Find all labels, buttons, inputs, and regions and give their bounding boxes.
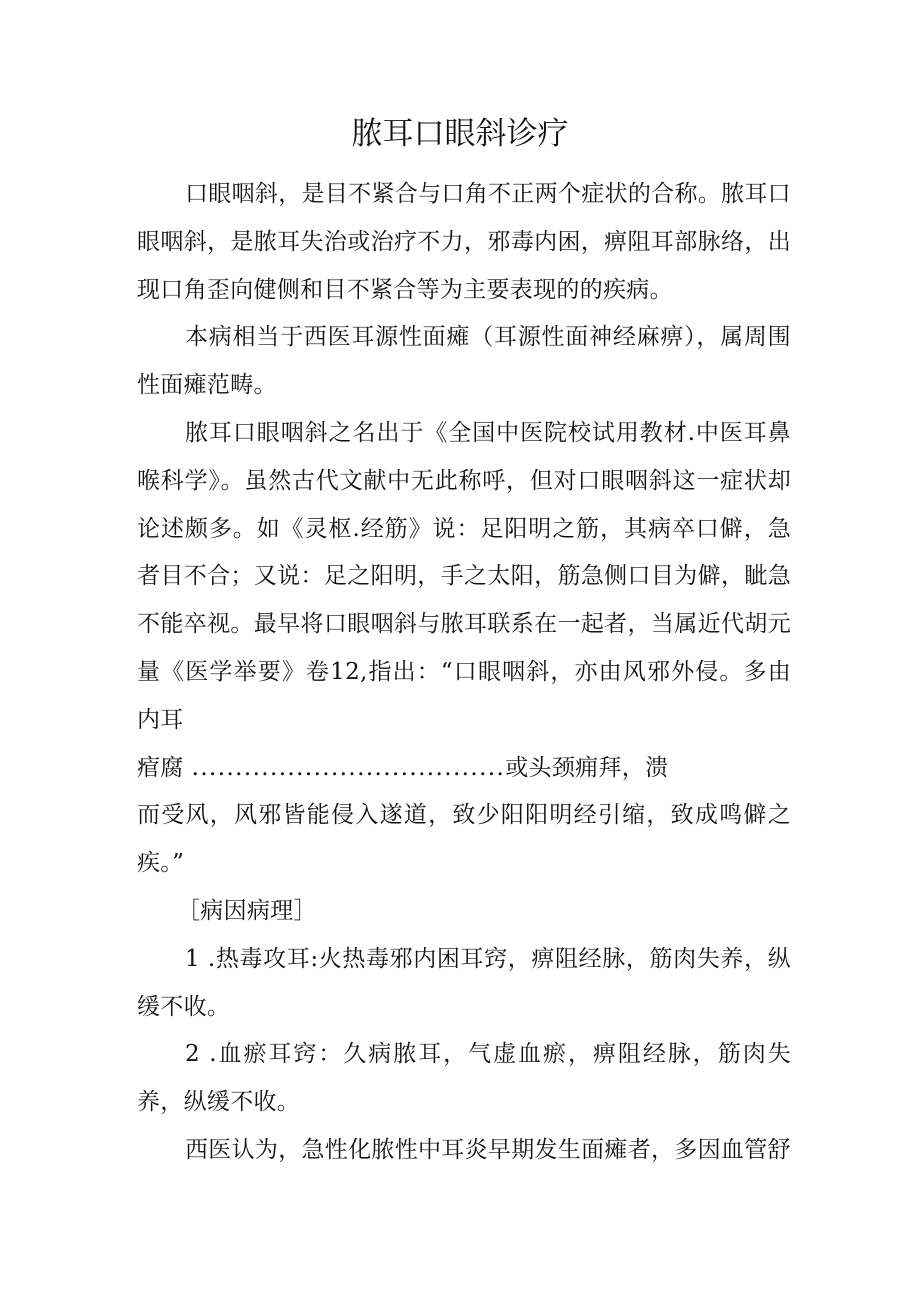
- ellipsis-dots: ....................................: [191, 754, 506, 781]
- document-body: [137, 171, 791, 1175]
- list-item-blood-stasis: 2 .血瘀耳窍：久病脓耳，气虚血瘀，痹阻经脉，筋肉失养，纵缓不收。: [137, 1041, 791, 1116]
- quote-start: 痯腐: [137, 754, 184, 781]
- paragraph-quote-continuation: [137, 745, 791, 888]
- quote-rest: 而受风，风邪皆能侵入遂道，致少阳阳明经引缩，致成鸣僻之疾。”: [137, 802, 791, 877]
- paragraph-definition: 口眼咽斜，是目不紧合与口角不正两个症状的合称。脓耳口眼咽斜，是脓耳失治或治疗不力，邪毒内困，痹阻耳部脉络，出现口角歪向健侧和目不紧合等为主要表现的的疾病。: [137, 181, 791, 303]
- list-item-heat-toxin: 1 .热毒攻耳:火热毒邪内困耳窍，痹阻经脉，筋肉失养，纵缓不收。: [137, 945, 791, 1020]
- section-heading: ［病因病理］: [177, 897, 317, 924]
- paragraph-history: 脓耳口眼咽斜之名出于《全国中医院校试用教材.中医耳鼻喉科学》。虽然古代文献中无此称呼，但对口眼咽斜这一症状却论述颇多。如《灵枢.经筋》说：足阳明之筋，其病卒口僻，急者目不合；又说：足之阳明，手之太阳，筋急侧口目为僻，眦急不能卒视。最早将口眼咽斜与脓耳联系在一起者，当属近代胡元量《医学举要》卷12,指出：“口眼咽斜，亦由风邪外侵。多由内耳: [137, 419, 791, 733]
- quote-end: 或头颈痈拜，溃: [505, 754, 669, 781]
- paragraph-western-equivalent: 本病相当于西医耳源性面瘫（耳源性面神经麻痹），属周围性面瘫范畴。: [137, 324, 791, 399]
- page-title: 脓耳口眼斜诊疗: [351, 116, 569, 152]
- paragraph-western-view: 西医认为，急性化脓性中耳炎早期发生面瘫者，多因血管舒: [185, 1136, 791, 1163]
